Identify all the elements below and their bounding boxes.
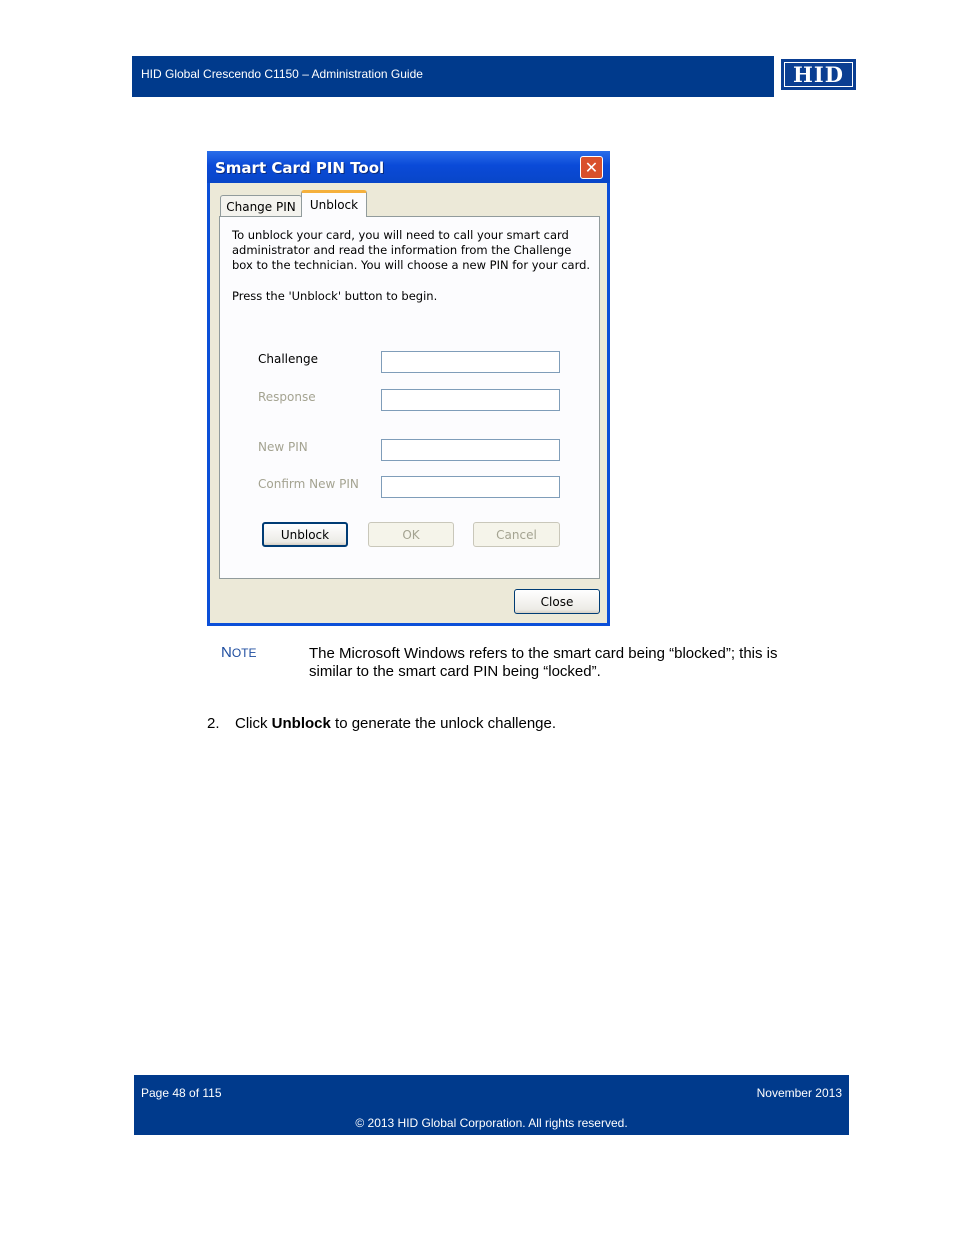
note-label	[221, 644, 257, 661]
note-label-initial: N	[221, 644, 232, 661]
response-field[interactable]	[381, 389, 560, 411]
step-text-bold: Unblock	[271, 715, 331, 732]
cancel-button[interactable]: Cancel	[473, 522, 560, 547]
page-number: Page 48 of 115	[141, 1086, 222, 1100]
logo-frame	[784, 62, 853, 87]
hid-logo	[781, 59, 856, 90]
new-pin-field[interactable]	[381, 439, 560, 461]
unblock-tab-panel	[219, 216, 600, 579]
copyright: © 2013 HID Global Corporation. All rights reserved.	[355, 1116, 628, 1130]
logo-text: HID	[793, 62, 844, 87]
step-text-pre: Click	[235, 715, 272, 732]
dialog-client-area	[210, 183, 607, 623]
document-title: HID Global Crescendo C1150 – Administration Guide	[141, 67, 423, 81]
footer-bar	[134, 1075, 849, 1135]
tab-unblock[interactable]: Unblock	[301, 190, 367, 217]
unblock-button[interactable]: Unblock	[262, 522, 348, 547]
step-number: 2.	[207, 715, 220, 732]
close-button[interactable]: Close	[514, 589, 600, 614]
smart-card-pin-tool-dialog	[207, 151, 610, 626]
confirm-new-pin-label: Confirm New PIN	[258, 477, 359, 491]
challenge-field[interactable]	[381, 351, 560, 373]
step-2	[207, 715, 556, 732]
dialog-titlebar[interactable]	[207, 151, 610, 183]
close-icon[interactable]: ✕	[580, 156, 603, 179]
note-label-rest: OTE	[231, 646, 257, 660]
publication-date: November 2013	[756, 1086, 842, 1100]
dialog-title: Smart Card PIN Tool	[215, 159, 385, 177]
confirm-new-pin-field[interactable]	[381, 476, 560, 498]
ok-button[interactable]: OK	[368, 522, 454, 547]
challenge-label: Challenge	[258, 352, 318, 366]
note-text: The Microsoft Windows refers to the smart card being “blocked”; this is similar to the smart card PIN being “locked”.	[309, 645, 778, 680]
press-unblock-hint: Press the 'Unblock' button to begin.	[232, 289, 438, 303]
new-pin-label: New PIN	[258, 440, 308, 454]
tab-change-pin[interactable]: Change PIN	[220, 195, 302, 217]
response-label: Response	[258, 390, 316, 404]
step-text-post: to generate the unlock challenge.	[330, 715, 557, 732]
unblock-instructions: To unblock your card, you will need to call your smart card administrator and read the information from the Challenge box to the technician. You will choose a new PIN for your card.	[232, 228, 591, 272]
header-bar	[132, 56, 774, 97]
